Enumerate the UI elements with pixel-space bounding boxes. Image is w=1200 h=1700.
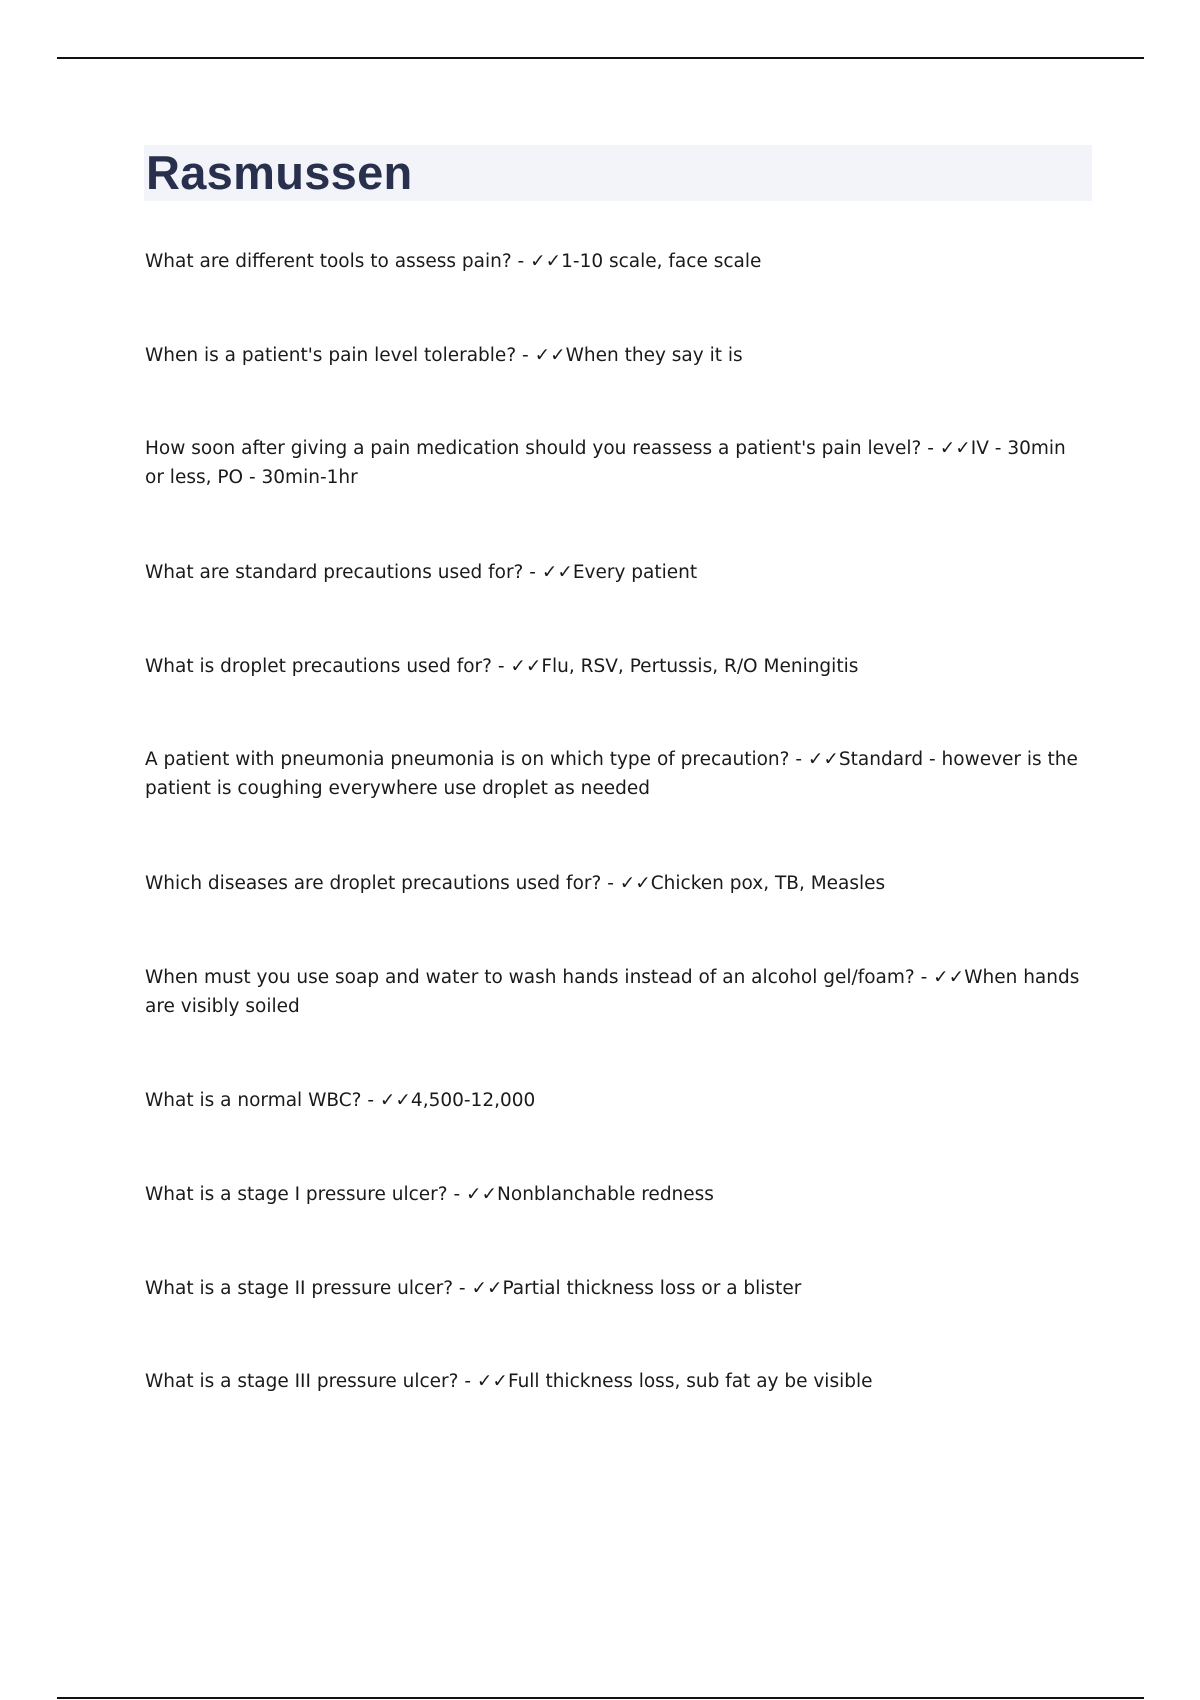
answer-text: Standard - however is the patient is coughing everywhere use droplet as needed	[145, 749, 1078, 799]
qa-item-11	[145, 1274, 1090, 1303]
double-check-icon: ✓✓	[807, 749, 839, 770]
answer-text: When they say it is	[565, 345, 743, 366]
separator: -	[789, 749, 808, 770]
double-check-icon: ✓✓	[541, 562, 573, 583]
double-check-icon: ✓✓	[530, 251, 562, 272]
qa-item-6	[145, 745, 1090, 803]
answer-text: Flu, RSV, Pertussis, R/O Meningitis	[541, 656, 859, 677]
double-check-icon: ✓✓	[471, 1278, 503, 1299]
question-text: What are different tools to assess pain?	[145, 251, 512, 272]
double-check-icon: ✓✓	[534, 345, 566, 366]
separator: -	[601, 873, 620, 894]
separator: -	[914, 967, 934, 988]
separator: -	[447, 1184, 467, 1205]
answer-text: Chicken pox, TB, Measles	[650, 873, 886, 894]
answer-text: Full thickness loss, sub fat ay be visible	[507, 1371, 873, 1392]
double-check-icon: ✓✓	[379, 1090, 411, 1111]
answer-text: Partial thickness loss or a blister	[502, 1278, 802, 1299]
separator: -	[921, 438, 940, 459]
qa-item-5	[145, 652, 1090, 681]
qa-item-2	[145, 341, 1090, 370]
question-text: A patient with pneumonia pneumonia is on which type of precaution?	[145, 749, 790, 770]
separator: -	[361, 1090, 380, 1111]
separator: -	[511, 251, 531, 272]
double-check-icon: ✓✓	[476, 1371, 508, 1392]
answer-text: 1-10 scale, face scale	[561, 251, 762, 272]
answer-text: Nonblanchable redness	[497, 1184, 714, 1205]
question-text: What is droplet precautions used for?	[145, 656, 492, 677]
answer-text: Every patient	[572, 562, 698, 583]
qa-item-1	[145, 247, 1090, 276]
question-text: Which diseases are droplet precautions used for?	[145, 873, 602, 894]
question-text: What are standard precautions used for?	[145, 562, 524, 583]
separator: -	[453, 1278, 472, 1299]
question-text: What is a stage I pressure ulcer?	[145, 1184, 448, 1205]
qa-item-3	[145, 434, 1090, 492]
qa-item-8	[145, 963, 1090, 1021]
question-text: When is a patient's pain level tolerable?	[145, 345, 517, 366]
qa-item-10	[145, 1180, 1090, 1209]
double-check-icon: ✓✓	[939, 438, 971, 459]
top-rule	[57, 57, 1144, 59]
double-check-icon: ✓✓	[619, 873, 651, 894]
separator: -	[523, 562, 542, 583]
double-check-icon: ✓✓	[933, 967, 965, 988]
document-title: Rasmussen	[146, 146, 413, 199]
double-check-icon: ✓✓	[510, 656, 542, 677]
qa-item-12	[145, 1367, 1090, 1396]
question-text: How soon after giving a pain medication should you reassess a patient's pain level?	[145, 438, 922, 459]
answer-text: 4,500-12,000	[410, 1090, 536, 1111]
question-text: What is a stage III pressure ulcer?	[145, 1371, 459, 1392]
qa-item-9	[145, 1086, 1090, 1115]
double-check-icon: ✓✓	[466, 1184, 498, 1205]
answer-text: IV - 30min or less, PO - 30min-1hr	[145, 438, 1066, 488]
bottom-rule	[57, 1697, 1144, 1699]
question-text: When must you use soap and water to wash hands instead of an alcohol gel/foam?	[145, 967, 915, 988]
separator: -	[516, 345, 535, 366]
question-text: What is a stage II pressure ulcer?	[145, 1278, 454, 1299]
answer-text: When hands are visibly soiled	[145, 967, 1080, 1017]
qa-item-4	[145, 558, 1090, 587]
separator: -	[458, 1371, 477, 1392]
qa-item-7	[145, 869, 1090, 898]
separator: -	[491, 656, 511, 677]
question-text: What is a normal WBC?	[145, 1090, 362, 1111]
